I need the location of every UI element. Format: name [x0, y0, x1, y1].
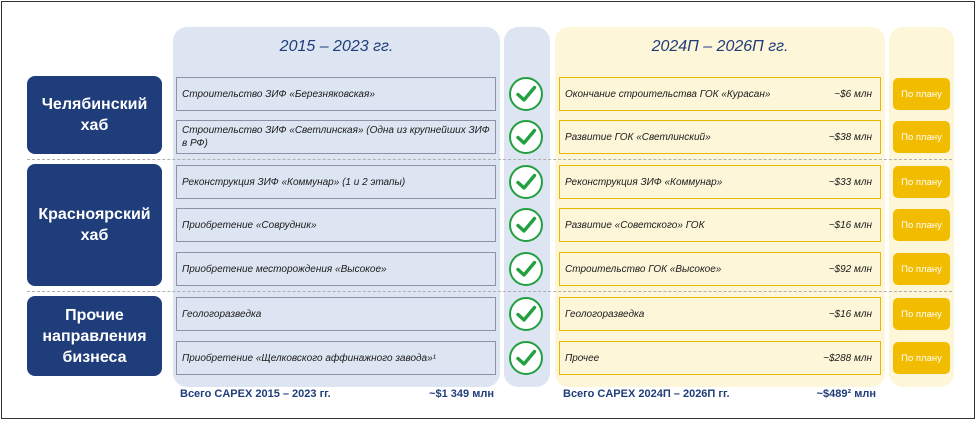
- future-project-item: [559, 297, 881, 331]
- checkmark-icon: [509, 208, 543, 242]
- future-project-label: Развитие «Советского» ГОК: [565, 219, 705, 231]
- checkmark-icon: [509, 341, 543, 375]
- past-project-item: [176, 77, 496, 111]
- checkmark-icon: [509, 77, 543, 111]
- future-period-title: 2024П – 2026П гг.: [651, 38, 789, 55]
- past-project-label: Приобретение месторождения «Высокое»: [182, 263, 387, 275]
- status-badge-on-plan: По плану: [893, 121, 950, 153]
- future-project-label: Геологоразведка: [565, 308, 645, 320]
- past-project-item: [176, 165, 496, 199]
- past-project-item: [176, 297, 496, 331]
- hub-other-business: Прочие направления бизнеса: [27, 296, 162, 376]
- status-badge-on-plan: По плану: [893, 78, 950, 110]
- future-project-amount: ~$92 млн: [828, 263, 872, 275]
- hub-chelyabinsk: Челябинский хаб: [27, 76, 162, 154]
- checkmark-icon: [509, 297, 543, 331]
- total-future-value: ~$489² млн: [816, 388, 876, 400]
- status-badge-on-plan: По плану: [893, 298, 950, 330]
- future-project-amount: ~$33 млн: [828, 176, 872, 188]
- future-project-label: Окончание строительства ГОК «Курасан»: [565, 88, 771, 100]
- status-badge-on-plan: По плану: [893, 253, 950, 285]
- past-project-label: Геологоразведка: [182, 308, 262, 320]
- divider: [27, 291, 952, 292]
- future-project-label: Прочее: [565, 352, 600, 364]
- future-project-amount: ~$288 млн: [823, 352, 872, 364]
- past-project-item: [176, 341, 496, 375]
- checkmark-icon: [509, 252, 543, 286]
- hub-krasnoyarsk: Красноярский хаб: [27, 164, 162, 286]
- past-project-item: [176, 252, 496, 286]
- past-project-label: Приобретение «Щелковского аффинажного завода»¹: [182, 352, 436, 364]
- future-project-label: Строительство ГОК «Высокое»: [565, 263, 722, 275]
- future-project-amount: ~$6 млн: [834, 88, 872, 100]
- status-badge-on-plan: По плану: [893, 209, 950, 241]
- past-project-label: Строительство ЗИФ «Березняковская»: [182, 88, 375, 100]
- checkmark-icon: [509, 165, 543, 199]
- future-project-label: Развитие ГОК «Светлинский»: [565, 131, 711, 143]
- past-project-item: [176, 208, 496, 242]
- divider: [27, 159, 952, 160]
- future-project-item: [559, 208, 881, 242]
- future-project-amount: ~$38 млн: [828, 131, 872, 143]
- past-period-title: 2015 – 2023 гг.: [279, 38, 394, 55]
- total-future-label: Всего CAPEX 2024П – 2026П гг.: [563, 388, 730, 400]
- future-project-label: Реконструкция ЗИФ «Коммунар»: [565, 176, 723, 188]
- status-badge-on-plan: По плану: [893, 342, 950, 374]
- past-project-label: Приобретение «Соврудник»: [182, 219, 317, 231]
- future-project-item: [559, 341, 881, 375]
- past-project-item: [176, 120, 496, 154]
- past-project-label: Строительство ЗИФ «Светлинская» (Одна из крупнейших ЗИФ в РФ): [182, 125, 490, 149]
- total-past-value: ~$1 349 млн: [429, 388, 494, 400]
- future-project-item: [559, 77, 881, 111]
- status-badge-on-plan: По плану: [893, 166, 950, 198]
- future-project-amount: ~$16 млн: [828, 219, 872, 231]
- future-project-item: [559, 165, 881, 199]
- total-past-label: Всего CAPEX 2015 – 2023 гг.: [180, 388, 331, 400]
- past-project-label: Реконструкция ЗИФ «Коммунар» (1 и 2 этапы): [182, 176, 406, 188]
- checkmark-icon: [509, 120, 543, 154]
- future-project-amount: ~$16 млн: [828, 308, 872, 320]
- future-project-item: [559, 252, 881, 286]
- future-project-item: [559, 120, 881, 154]
